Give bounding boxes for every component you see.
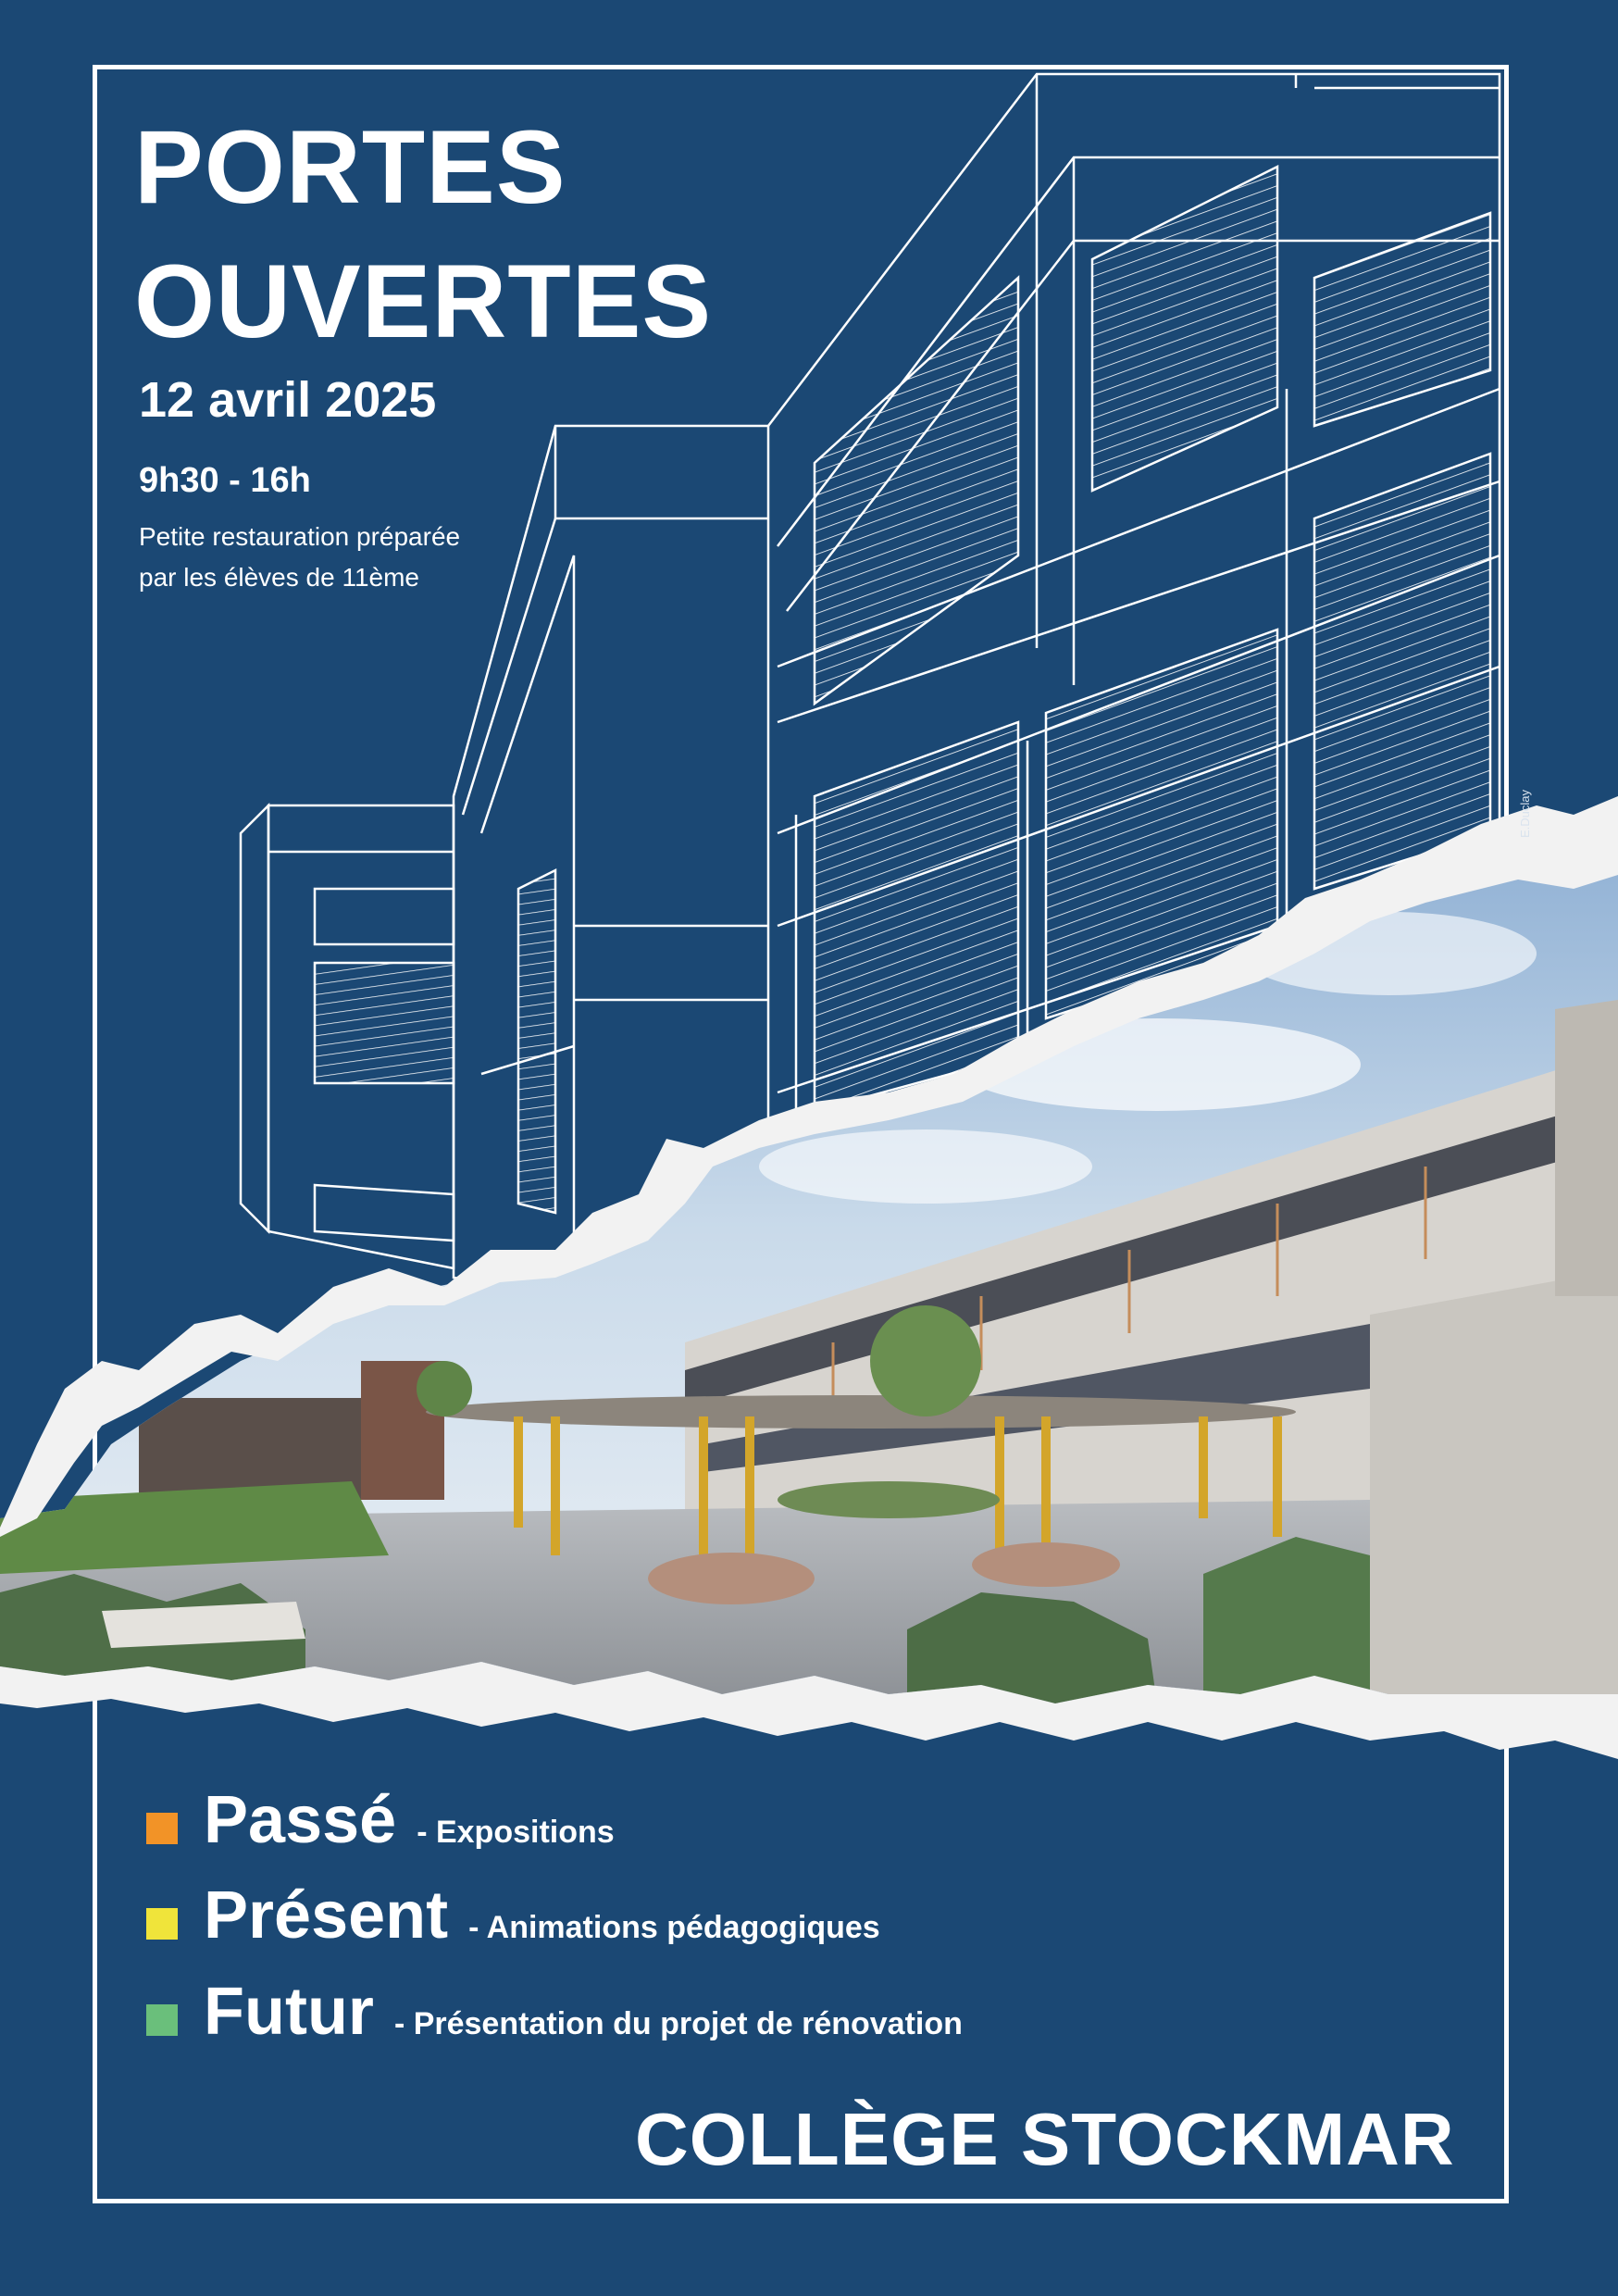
program-detail: - Expositions [417, 1815, 615, 1850]
program-label: Passé [204, 1783, 397, 1857]
event-hours: 9h30 - 16h [139, 461, 311, 500]
rendered-courtyard [0, 833, 1618, 1713]
catering-note-line-2: par les élèves de 11ème [139, 563, 419, 592]
program-item-present [146, 1878, 880, 1953]
catering-note-line-1: Petite restauration préparée [139, 522, 461, 551]
title-line-2: OUVERTES [134, 243, 713, 359]
yellow-square-icon [146, 1908, 178, 1940]
title-line-1: PORTES [134, 109, 566, 225]
event-date: 12 avril 2025 [139, 372, 437, 428]
school-name: COLLÈGE STOCKMAR [635, 2098, 1455, 2180]
program-label: Présent [204, 1878, 449, 1953]
program-detail: - Animations pédagogiques [468, 1910, 880, 1945]
program-detail: - Présentation du projet de rénovation [393, 2006, 963, 2041]
green-square-icon [146, 2004, 178, 2036]
orange-square-icon [146, 1813, 178, 1844]
program-label: Futur [204, 1975, 374, 2049]
program-item-future [146, 1974, 963, 2050]
illustrator-credit: E.Duclay [1518, 789, 1532, 838]
program-item-past [146, 1782, 615, 1858]
